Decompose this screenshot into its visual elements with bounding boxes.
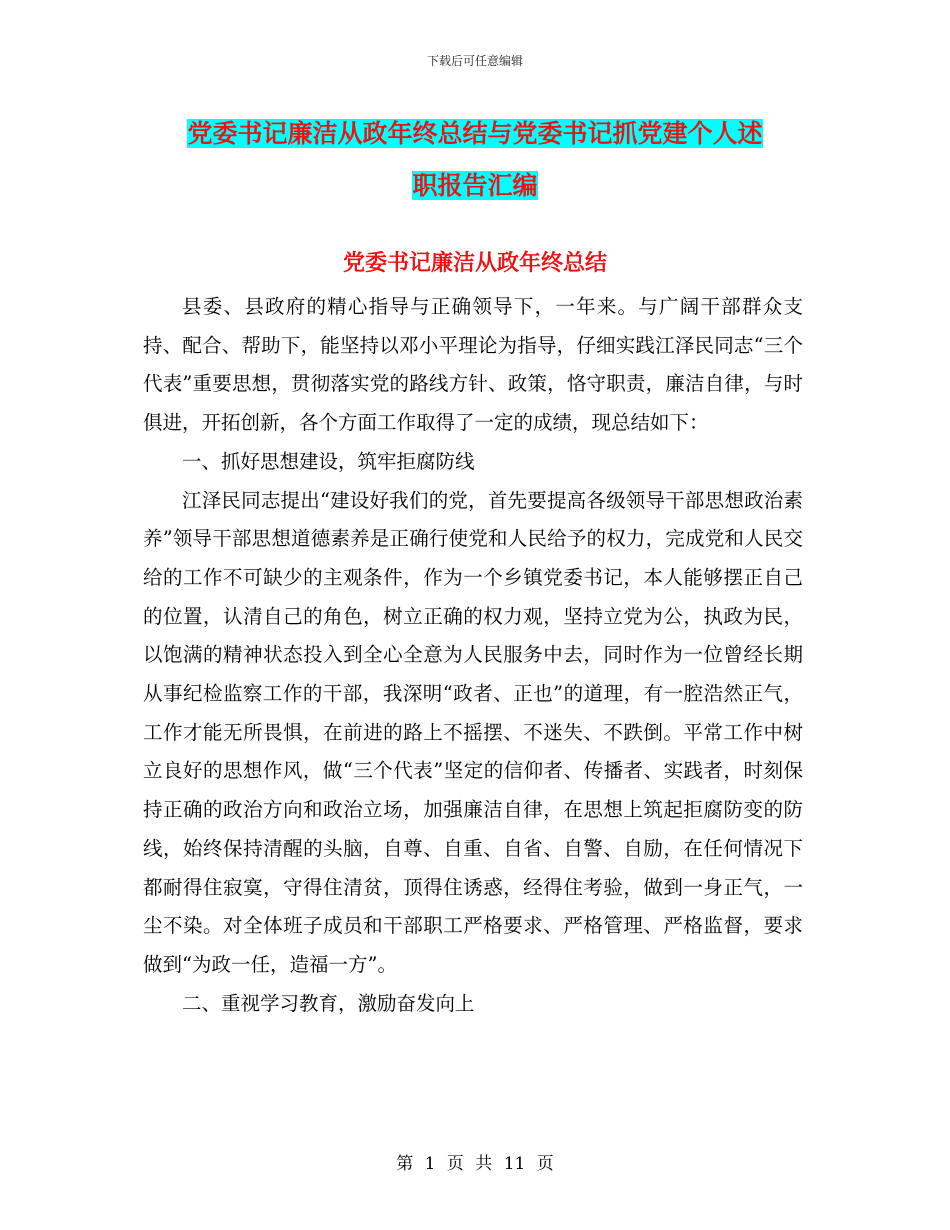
intro-paragraph: 县委、县政府的精心指导与正确领导下，一年来。与广阔干部群众支持、配合、帮助下，能坚持以邓小平理论为指导，仔细实践江泽民同志“三个代表”重要思想，贯彻落实党的路线方针、政策，恪守职责，廉洁自律，与时俱进，开拓创新，各个方面工作取得了一定的成绩，现总结如下： — [143, 295, 803, 435]
document-title-line-2: 职报告汇编 — [412, 171, 538, 200]
heading-1: 一、抓好思想建设，筑牢拒腐防线 — [182, 449, 475, 473]
body-text — [143, 288, 803, 1023]
body-paragraph: 江泽民同志提出“建设好我们的党，首先要提高各级领导干部思想政治素养”领导干部思想道德素养是正确行使党和人民给予的权力，完成党和人民交给的工作不可缺少的主观条件，作为一个乡镇党委书记，本人能够摆正自己的位置，认清自己的角色，树立正确的权力观，坚持立党为公，执政为民，以饱满的精神状态投入到全心全意为人民服务中去，同时作为一位曾经长期从事纪检监察工作的干部，我深明“政者、正也”的道理，有一腔浩然正气，工作才能无所畏惧，在前进的路上不摇摆、不迷失、不跌倒。平常工作中树立良好的思想作风，做“三个代表”坚定的信仰者、传播者、实践者，时刻保持正确的政治方向和政治立场，加强廉洁自律，在思想上筑起拒腐防变的防线，始终保持清醒的头脑，自尊、自重、自省、自警、自励，在任何情况下都耐得住寂寞，守得住清贫，顶得住诱惑，经得住考验，做到一身正气，一尘不染。对全体班子成员和干部职工严格要求、严格管理、严格监督，要求做到“为政一任，造福一方”。 — [143, 488, 803, 976]
section-title: 党委书记廉洁从政年终总结 — [342, 250, 607, 276]
document-title-line-1: 党委书记廉洁从政年终总结与党委书记抓党建个人述 — [187, 119, 763, 148]
page-number: 第 1 页 共 11 页 — [396, 1154, 554, 1174]
heading-2: 二、重视学习教育，激励奋发向上 — [182, 991, 475, 1015]
page-header-note: 下载后可任意编辑 — [426, 54, 523, 68]
document-title — [140, 108, 810, 212]
